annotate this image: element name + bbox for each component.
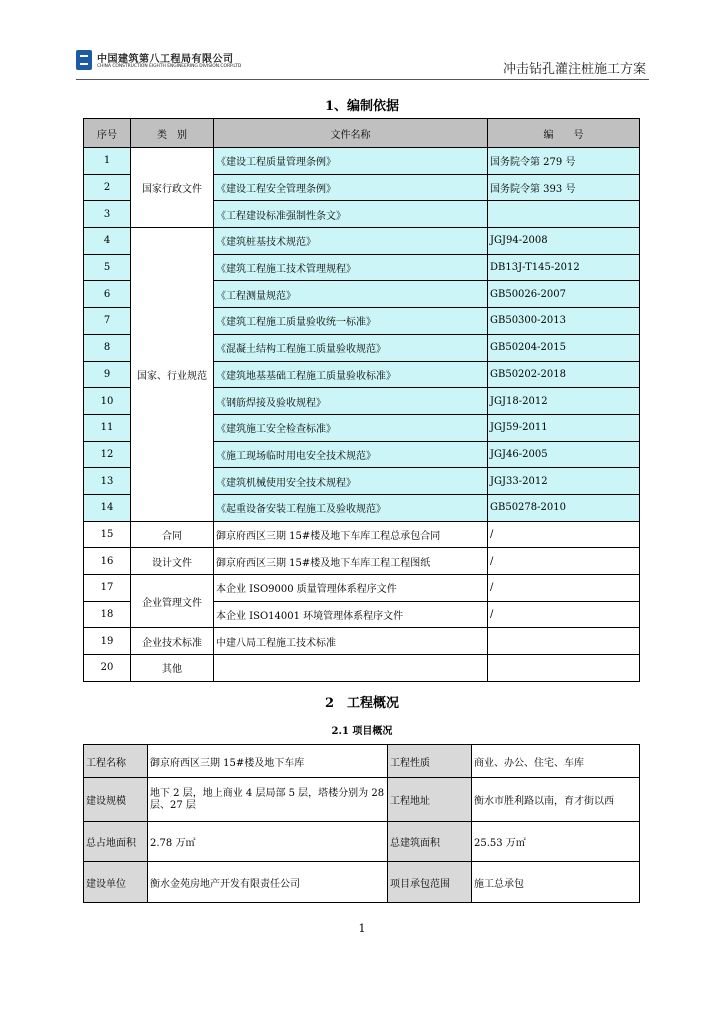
- company-logo-icon: [76, 50, 92, 70]
- row-no: 3: [84, 201, 131, 228]
- row-name: 《建筑桩基技术规范》: [214, 228, 488, 255]
- row-code: JGJ46-2005: [488, 441, 640, 468]
- row-code: JGJ33-2012: [488, 468, 640, 495]
- section-2-title: 2 工程概况: [324, 696, 400, 711]
- table-row: [84, 228, 640, 255]
- table-row: [84, 862, 640, 903]
- label-project-name: 工程名称: [84, 745, 148, 778]
- label-land-area: 总占地面积: [84, 822, 148, 862]
- table-row: [84, 148, 640, 175]
- row-name: 《建筑工程施工技术管理规程》: [214, 254, 488, 281]
- row-name: 《建筑施工安全检查标准》: [214, 414, 488, 441]
- row-no: 17: [84, 575, 131, 602]
- row-code: /: [488, 601, 640, 628]
- row-no: 8: [84, 334, 131, 361]
- page-header: [76, 48, 646, 78]
- row-no: 18: [84, 601, 131, 628]
- label-contract-scope: 项目承包范围: [388, 862, 472, 903]
- category-cell: 合同: [131, 521, 214, 548]
- basis-table: [83, 118, 640, 682]
- row-code: JGJ59-2011: [488, 414, 640, 441]
- header-divider: [76, 79, 649, 80]
- row-code: /: [488, 575, 640, 602]
- row-no: 14: [84, 494, 131, 521]
- row-code: GB50204-2015: [488, 334, 640, 361]
- row-no: 9: [84, 361, 131, 388]
- row-name: 御京府西区三期 15#楼及地下车库工程工程图纸: [214, 548, 488, 575]
- row-no: 1: [84, 148, 131, 175]
- category-cell: 企业管理文件: [131, 575, 214, 628]
- row-no: 20: [84, 655, 131, 682]
- row-name: 《建筑地基基础工程施工质量验收标准》: [214, 361, 488, 388]
- row-name: [214, 655, 488, 682]
- row-no: 5: [84, 254, 131, 281]
- row-name: 《起重设备安装工程施工及验收规范》: [214, 494, 488, 521]
- label-building-area: 总建筑面积: [388, 822, 472, 862]
- row-code: GB50300-2013: [488, 308, 640, 335]
- row-name: 本企业 ISO14001 环境管理体系程序文件: [214, 601, 488, 628]
- project-overview-table: [83, 744, 640, 903]
- row-code: DB13J-T145-2012: [488, 254, 640, 281]
- table-row: [84, 745, 640, 778]
- value-building-area: 25.53 万㎡: [472, 822, 640, 862]
- header-no: 序号: [84, 119, 131, 148]
- value-address: 衡水市胜利路以南，育才街以西: [472, 778, 640, 822]
- table-row: [84, 778, 640, 822]
- row-name: 《施工现场临时用电安全技术规范》: [214, 441, 488, 468]
- table-row: [84, 822, 640, 862]
- row-no: 16: [84, 548, 131, 575]
- header-category: 类 别: [131, 119, 214, 148]
- row-code: /: [488, 521, 640, 548]
- table-row: [84, 628, 640, 655]
- value-land-area: 2.78 万㎡: [148, 822, 388, 862]
- value-contract-scope: 施工总承包: [472, 862, 640, 903]
- row-no: 12: [84, 441, 131, 468]
- row-no: 7: [84, 308, 131, 335]
- row-code: GB50278-2010: [488, 494, 640, 521]
- category-cell: 国家、行业规范: [131, 228, 214, 522]
- row-no: 13: [84, 468, 131, 495]
- company-name-en: CHINA CONSTRUCTION EIGHTH ENGINEERING DIVISION.CORP.LTD: [97, 64, 242, 69]
- header-code: 编 号: [488, 119, 640, 148]
- row-code: [488, 628, 640, 655]
- category-cell: 其他: [131, 655, 214, 682]
- row-name: 《工程测量规范》: [214, 281, 488, 308]
- table-row: [84, 575, 640, 602]
- row-name: 《混凝土结构工程施工质量验收规范》: [214, 334, 488, 361]
- page-number: 1: [358, 922, 366, 935]
- row-code: 国务院令第 279 号: [488, 148, 640, 175]
- document-title: 冲击钻孔灌注桩施工方案: [502, 62, 646, 77]
- category-cell: 设计文件: [131, 548, 214, 575]
- table-row: [84, 548, 640, 575]
- row-name: 《工程建设标准强制性条文》: [214, 201, 488, 228]
- row-name: 中建八局工程施工技术标准: [214, 628, 488, 655]
- label-project-nature: 工程性质: [388, 745, 472, 778]
- category-cell: 国家行政文件: [131, 148, 214, 228]
- row-code: [488, 655, 640, 682]
- row-no: 11: [84, 414, 131, 441]
- company-name-cn: 中国建筑第八工程局有限公司: [97, 54, 234, 65]
- row-name: 本企业 ISO9000 质量管理体系程序文件: [214, 575, 488, 602]
- row-code: GB50202-2018: [488, 361, 640, 388]
- header-file-name: 文件名称: [214, 119, 488, 148]
- row-no: 10: [84, 388, 131, 415]
- row-no: 15: [84, 521, 131, 548]
- row-name: 《建筑工程施工质量验收统一标准》: [214, 308, 488, 335]
- value-project-name: 御京府西区三期 15#楼及地下车库: [148, 745, 388, 778]
- row-code: 国务院令第 393 号: [488, 174, 640, 201]
- row-code: JGJ94-2008: [488, 228, 640, 255]
- row-name: 御京府西区三期 15#楼及地下车库工程总承包合同: [214, 521, 488, 548]
- row-code: JGJ18-2012: [488, 388, 640, 415]
- row-code: [488, 201, 640, 228]
- section-1-title: 1、编制依据: [324, 99, 400, 114]
- row-no: 6: [84, 281, 131, 308]
- label-scale: 建设规模: [84, 778, 148, 822]
- row-no: 19: [84, 628, 131, 655]
- table-row: [84, 655, 640, 682]
- row-name: 《建设工程质量管理条例》: [214, 148, 488, 175]
- row-no: 4: [84, 228, 131, 255]
- table-header-row: [84, 119, 640, 148]
- row-code: /: [488, 548, 640, 575]
- row-code: GB50026-2007: [488, 281, 640, 308]
- value-scale: 地下 2 层，地上商业 4 层局部 5 层，塔楼分别为 28 层、27 层: [148, 778, 388, 822]
- table-row: [84, 521, 640, 548]
- row-name: 《建筑机械使用安全技术规程》: [214, 468, 488, 495]
- value-developer: 衡水金苑房地产开发有限责任公司: [148, 862, 388, 903]
- value-project-nature: 商业、办公、住宅、车库: [472, 745, 640, 778]
- row-name: 《建设工程安全管理条例》: [214, 174, 488, 201]
- row-no: 2: [84, 174, 131, 201]
- label-address: 工程地址: [388, 778, 472, 822]
- row-name: 《钢筋焊接及验收规程》: [214, 388, 488, 415]
- label-developer: 建设单位: [84, 862, 148, 903]
- category-cell: 企业技术标准: [131, 628, 214, 655]
- section-2-1-title: 2.1 项目概况: [331, 726, 393, 737]
